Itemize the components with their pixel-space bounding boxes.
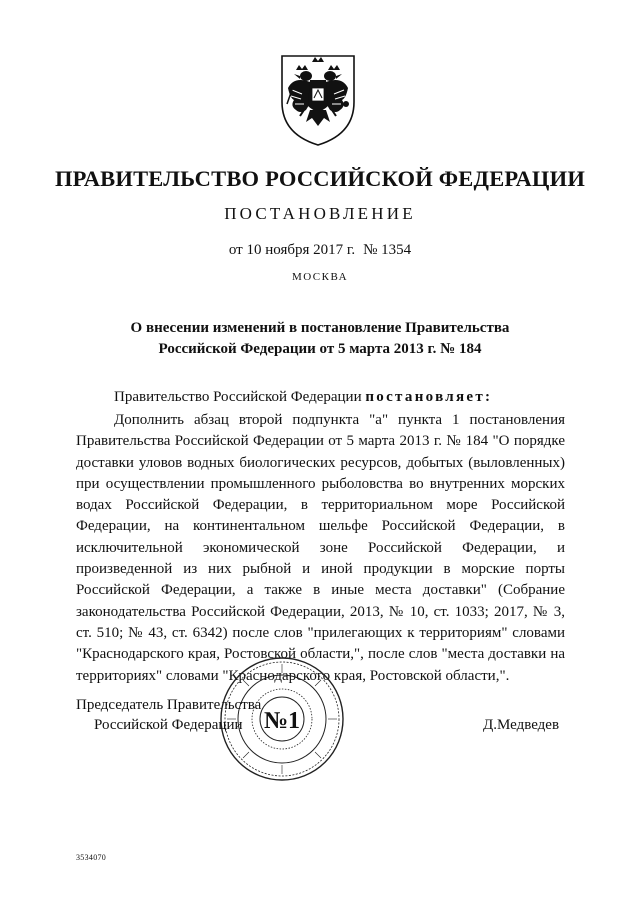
coat-of-arms-emblem	[276, 48, 360, 148]
document-subject	[100, 318, 540, 360]
signatory-position-line-1: Председатель Правительства	[76, 697, 262, 713]
signatory-name: Д.Медведев	[483, 717, 560, 733]
issuer-title: ПРАВИТЕЛЬСТВО РОССИЙСКОЙ ФЕДЕРАЦИИ	[54, 166, 586, 191]
subject-line-1: О внесении изменений в постановление Правительства	[130, 320, 510, 336]
signatory-position-line-2: Российской Федерации	[94, 717, 243, 733]
document-date-number	[0, 242, 640, 259]
document-code: 3534070	[76, 853, 107, 862]
preamble	[114, 389, 492, 406]
stamp-number: №1	[263, 708, 301, 734]
document-type: ПОСТАНОВЛЕНИЕ	[224, 204, 416, 223]
preamble-decrees: постановляет:	[365, 389, 493, 405]
subject-line-2: Российской Федерации от 5 марта 2013 г. № 184	[158, 341, 482, 357]
resolution-body: Дополнить абзац второй подпункта "а" пункта 1 постановления Правительства Российской Федерации от 5 марта 2013 г. № 184 "О порядке доставки уловов водных биологических ресурсов, добытых (выловленных) при осуществлении промышленного рыболовства во внутренних морских водах Российской Федерации, в территориальном море Российской Федерации, на континентальном шельфе Российской Федерации, в исключительной экономической зоне Российской Федерации, и произведенной из них рыбной и иной продукции в морские порты Российской Федерации, а также в иные места доставки" (Собрание законодательства Российской Федерации, 2013, № 10, ст. 1033; 2017, № 3, ст. 510; № 43, ст. 6342) после слов "прилегающих к территориям" словами "Краснодарского края, Ростовской области,", после слов "места доставки на территориях" словами "Краснодарского края, Ростовской области,".	[76, 412, 565, 684]
document-city: МОСКВА	[291, 271, 349, 283]
document-date: от 10 ноября 2017 г.	[228, 242, 356, 258]
document-number: № 1354	[363, 242, 412, 258]
preamble-lead: Правительство Российской Федерации	[114, 389, 366, 405]
